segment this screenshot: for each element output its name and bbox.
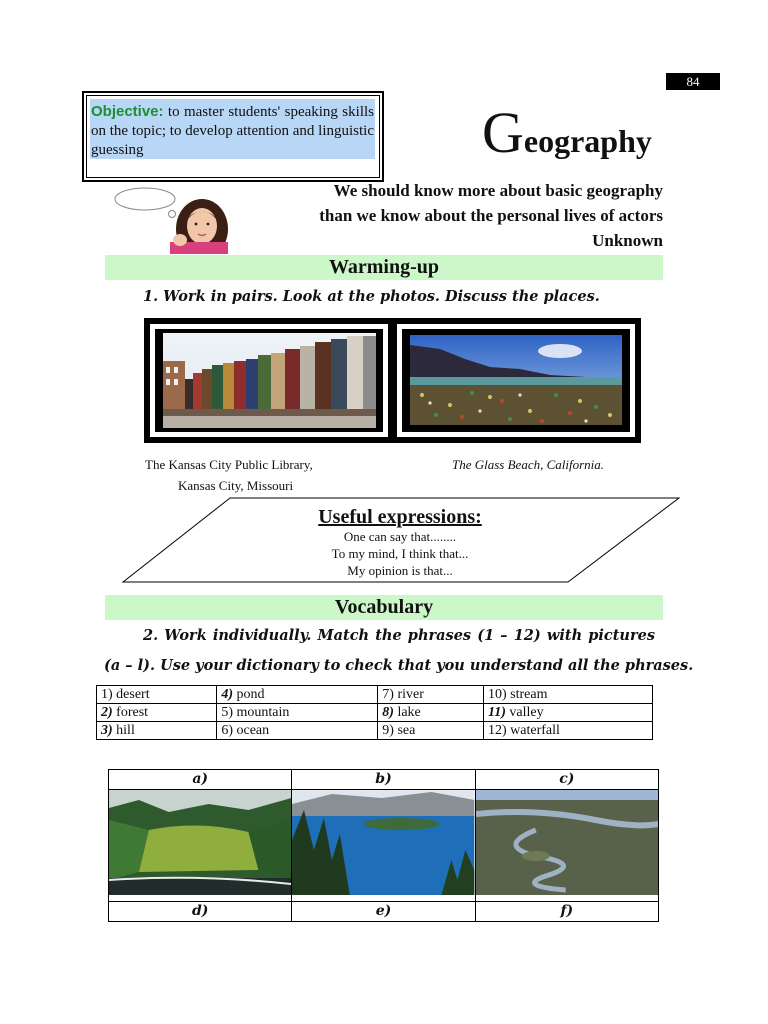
picture-label: a) bbox=[109, 770, 292, 790]
vocabulary-number: 11) bbox=[487, 705, 506, 720]
vocabulary-word: pond bbox=[232, 687, 265, 702]
vocabulary-word: mountain bbox=[232, 705, 290, 720]
vocabulary-row bbox=[97, 704, 653, 722]
quote-line-1: We should know more about basic geography bbox=[333, 181, 663, 200]
quote-line-2: than we know about the personal lives of actors bbox=[319, 206, 663, 225]
library-caption-line-1: The Kansas City Public Library, bbox=[145, 457, 313, 472]
vocabulary-word: hill bbox=[112, 723, 135, 738]
thought-bubble-icon bbox=[115, 188, 183, 224]
vocabulary-task-line-1: 2. Work individually. Match the phrases (1 – 12) with pictures bbox=[143, 627, 655, 644]
expression-line: My opinion is that... bbox=[347, 563, 453, 578]
glass-beach-photo bbox=[410, 335, 622, 425]
vocabulary-number: 9) bbox=[382, 723, 394, 738]
vocabulary-row bbox=[97, 686, 653, 704]
title-first-letter: G bbox=[482, 100, 524, 165]
expression-line: To my mind, I think that... bbox=[331, 546, 469, 561]
vocabulary-number: 2) bbox=[101, 705, 113, 720]
glass-beach-caption: The Glass Beach, California. bbox=[452, 457, 605, 472]
picture-table bbox=[108, 769, 659, 922]
picture-label: b) bbox=[292, 770, 475, 790]
picture-cell-c bbox=[475, 790, 658, 902]
vocabulary-table bbox=[96, 685, 653, 740]
library-photo-frame bbox=[144, 318, 394, 443]
vocabulary-number: 5) bbox=[221, 705, 233, 720]
thinking-girl-illustration bbox=[110, 184, 232, 254]
objective-body: to master students' speaking skills on the topic; to develop attention and linguistic guessing bbox=[91, 104, 374, 158]
warming-up-heading: Warming-up bbox=[105, 255, 663, 280]
page-title bbox=[482, 100, 652, 171]
library-caption-line-2: Kansas City, Missouri bbox=[178, 478, 294, 493]
picture-label: d) bbox=[109, 902, 292, 922]
vocabulary-word: river bbox=[393, 687, 424, 702]
vocabulary-cell bbox=[97, 722, 217, 740]
vocabulary-cell bbox=[378, 704, 484, 722]
girl-icon bbox=[170, 199, 228, 254]
vocabulary-word: desert bbox=[112, 687, 150, 702]
warming-up-task: 1. Work in pairs. Look at the photos. Discuss the places. bbox=[143, 288, 600, 305]
vocabulary-word: sea bbox=[393, 723, 416, 738]
vocabulary-cell bbox=[217, 722, 378, 740]
vocabulary-word: forest bbox=[112, 705, 149, 720]
vocabulary-number: 4) bbox=[221, 687, 233, 702]
vocabulary-number: 8) bbox=[382, 705, 394, 720]
quote-author: Unknown bbox=[592, 231, 663, 250]
vocabulary-cell bbox=[97, 704, 217, 722]
page-number: 84 bbox=[666, 73, 720, 90]
vocabulary-row bbox=[97, 722, 653, 740]
picture-cell-a bbox=[109, 790, 292, 902]
useful-expressions-title: Useful expressions: bbox=[318, 506, 482, 528]
expression-line: One can say that........ bbox=[343, 529, 457, 544]
objective-text bbox=[91, 102, 374, 160]
vocabulary-word: ocean bbox=[232, 723, 270, 738]
vocabulary-word: valley bbox=[505, 705, 544, 720]
river-photo bbox=[476, 790, 658, 895]
vocabulary-cell bbox=[378, 722, 484, 740]
valley-photo bbox=[109, 790, 291, 895]
vocabulary-word: stream bbox=[506, 687, 548, 702]
picture-label: c) bbox=[475, 770, 658, 790]
kansas-city-library-photo bbox=[163, 333, 376, 428]
vocabulary-cell bbox=[483, 686, 652, 704]
title-rest: eography bbox=[523, 123, 652, 159]
vocabulary-number: 7) bbox=[382, 687, 394, 702]
vocabulary-task-line-2: (a – l). Use your dictionary to check that you understand all the phrases. bbox=[104, 657, 694, 674]
glass-beach-photo-frame bbox=[391, 318, 641, 443]
vocabulary-cell bbox=[378, 686, 484, 704]
picture-cell-b bbox=[292, 790, 475, 902]
vocabulary-cell bbox=[483, 722, 652, 740]
epigraph-quote bbox=[250, 178, 663, 253]
vocabulary-word: lake bbox=[393, 705, 421, 720]
vocabulary-number: 3) bbox=[101, 723, 113, 738]
vocabulary-cell bbox=[217, 686, 378, 704]
picture-label: e) bbox=[292, 902, 475, 922]
vocabulary-number: 6) bbox=[221, 723, 233, 738]
vocabulary-number: 1) bbox=[101, 687, 113, 702]
vocabulary-cell bbox=[217, 704, 378, 722]
vocabulary-cell bbox=[97, 686, 217, 704]
vocabulary-word: waterfall bbox=[506, 723, 560, 738]
vocabulary-cell bbox=[483, 704, 652, 722]
objective-label: Objective: bbox=[91, 103, 164, 120]
vocabulary-number: 12) bbox=[487, 723, 507, 738]
picture-label: f) bbox=[475, 902, 658, 922]
lake-photo bbox=[292, 790, 474, 895]
vocabulary-heading: Vocabulary bbox=[105, 595, 663, 620]
vocabulary-number: 10) bbox=[487, 687, 507, 702]
